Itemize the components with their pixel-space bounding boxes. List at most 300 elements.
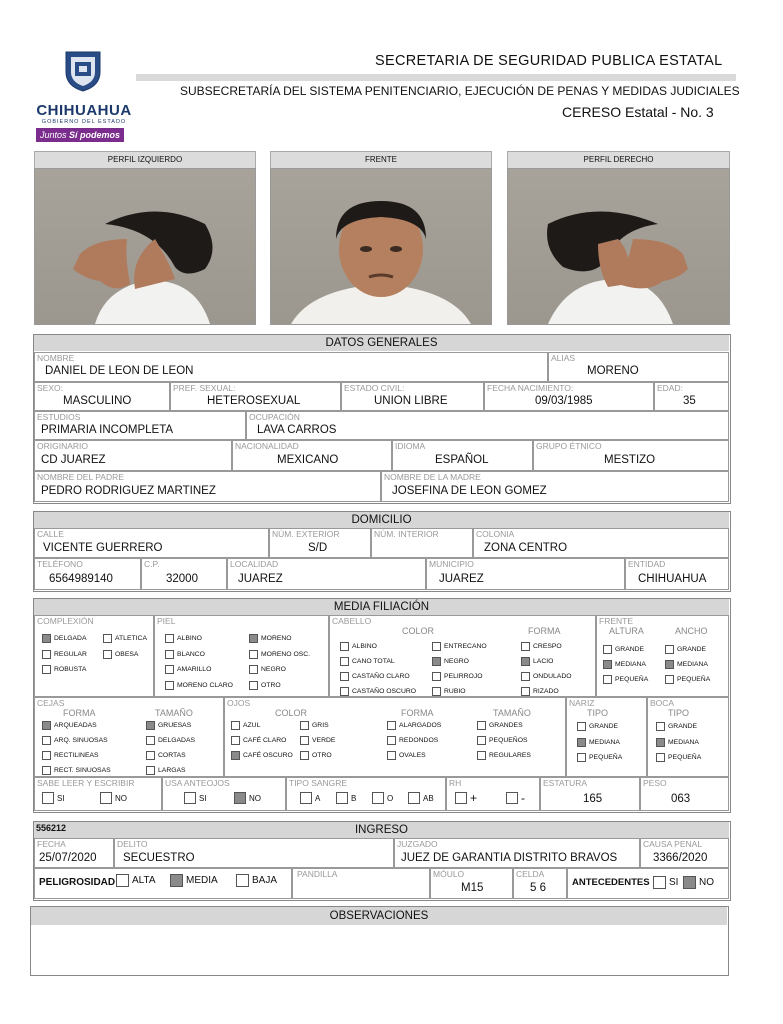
pelig-alta[interactable] xyxy=(116,874,156,887)
label-boca: BOCA xyxy=(650,698,675,708)
cabello-color-casta-o-oscuro-checkbox[interactable] xyxy=(340,687,349,696)
cabello-color-casta-o-claro-label: CASTAÑO CLARO xyxy=(352,673,410,680)
cejas-tamano-delgadas-label: DELGADAS xyxy=(158,737,196,744)
piel-otro-option[interactable] xyxy=(249,681,281,690)
label-celda: CELDA xyxy=(516,869,545,879)
label-ocupacion: OCUPACIÓN xyxy=(249,412,300,422)
photo-label-right: PERFIL DERECHO xyxy=(507,151,730,169)
label-nombre: NOMBRE xyxy=(37,353,75,363)
label-estado-civil: ESTADO CIVIL: xyxy=(344,383,405,393)
value-estatura: 165 xyxy=(583,793,603,805)
label-ojos-color: COLOR xyxy=(275,708,308,718)
value-peso: 063 xyxy=(671,793,691,805)
boca-peque-a-label: PEQUEÑA xyxy=(668,754,702,761)
frente-altura-grande-label: GRANDE xyxy=(615,646,645,653)
cabello-color-entrecano-label: ENTRECANO xyxy=(444,643,487,650)
boca-grande-label: GRANDE xyxy=(668,723,698,730)
label-complexion: COMPLEXIÓN xyxy=(37,616,94,626)
label-originario: ORIGINARIO xyxy=(37,441,89,451)
piel-amarillo-checkbox[interactable] xyxy=(165,665,174,674)
value-ocupacion: LAVA CARROS xyxy=(257,424,337,436)
piel-amarillo-option[interactable] xyxy=(165,665,211,674)
piel-albino-checkbox[interactable] xyxy=(165,634,174,643)
label-edad: EDAD: xyxy=(657,383,683,393)
sangre-o-checkbox[interactable] xyxy=(372,792,384,804)
section-title-ingreso xyxy=(34,822,729,838)
complexion-robusta-option[interactable] xyxy=(42,665,86,674)
label-cp: C.P. xyxy=(144,559,160,569)
cabello-color-rubio-checkbox[interactable] xyxy=(432,687,441,696)
leer-si-label: SI xyxy=(57,793,65,803)
rh-plus-checkbox[interactable] xyxy=(455,792,467,804)
group-frente xyxy=(596,615,729,697)
pelig-baja-label: BAJA xyxy=(252,875,278,886)
label-alias: ALIAS xyxy=(551,353,576,363)
tagline-part1: Juntos xyxy=(40,130,67,140)
nariz-grande-label: GRANDE xyxy=(589,723,619,730)
sangre-ab[interactable] xyxy=(408,792,434,804)
label-piel: PIEL xyxy=(157,616,176,626)
field-num-interior xyxy=(371,528,473,558)
rh-plus[interactable] xyxy=(455,791,477,805)
label-rh: RH xyxy=(449,778,462,788)
cabello-color-casta-o-claro-checkbox[interactable] xyxy=(340,672,349,681)
rh-plus-label: + xyxy=(470,791,478,805)
group-nariz xyxy=(566,697,647,777)
label-localidad: LOCALIDAD xyxy=(230,559,279,569)
label-entidad: ENTIDAD xyxy=(628,559,666,569)
cejas-forma-arqueadas-label: ARQUEADAS xyxy=(54,722,97,729)
cabello-color-casta-o-claro-option[interactable] xyxy=(340,672,410,681)
label-padre: NOMBRE DEL PADRE xyxy=(37,472,124,482)
piel-amarillo-label: AMARILLO xyxy=(177,666,212,673)
value-calle: VICENTE GUERRERO xyxy=(43,542,163,554)
field-padre xyxy=(34,471,381,502)
complexion-atletica-checkbox[interactable] xyxy=(103,634,112,643)
label-grupo-etnico: GRUPO ÉTNICO xyxy=(536,441,602,451)
anteojos-si-label: SI xyxy=(199,793,207,803)
sangre-b[interactable] xyxy=(336,792,356,804)
cabello-forma-rizado-checkbox[interactable] xyxy=(521,687,530,696)
label-delito: DELITO xyxy=(117,839,148,849)
ojos-color-azul-label: AZUL xyxy=(243,722,261,729)
label-pandilla: PANDILLA xyxy=(297,869,338,879)
cejas-tamano-gruesas-label: GRUESAS xyxy=(158,722,192,729)
frente-ancho-mediana-option[interactable] xyxy=(665,660,708,669)
value-causa-penal: 3366/2020 xyxy=(653,852,708,864)
cejas-forma-rectilineas-label: RECTILINEAS xyxy=(54,752,99,759)
tagline-part2: Sí podemos xyxy=(69,130,121,140)
piel-moreno-claro-label: MORENO CLARO xyxy=(177,682,233,689)
complexion-delgada-option[interactable] xyxy=(42,634,86,643)
label-nariz-tipo: TIPO xyxy=(587,708,609,718)
label-sexo: SEXO: xyxy=(37,383,63,393)
label-cejas-forma: FORMA xyxy=(63,708,96,718)
label-causa-penal: CAUSA PENAL xyxy=(643,839,703,849)
ojos-color-caf-oscuro-label: CAFÉ OSCURO xyxy=(243,752,293,759)
cabello-forma-crespo-option[interactable] xyxy=(521,642,562,651)
value-padre: PEDRO RODRIGUEZ MARTINEZ xyxy=(41,485,216,497)
sangre-a-checkbox[interactable] xyxy=(300,792,312,804)
value-celda: 5 6 xyxy=(530,882,546,894)
frente-altura-peque-a-label: PEQUEÑA xyxy=(615,676,649,683)
header-divider xyxy=(136,74,736,81)
field-ocupacion xyxy=(246,411,729,440)
value-municipio: JUAREZ xyxy=(439,573,484,585)
piel-albino-label: ALBINO xyxy=(177,635,202,642)
field-nacionalidad xyxy=(232,440,392,471)
cabello-color-cano-total-option[interactable] xyxy=(340,657,395,666)
section-title-media: MEDIA FILIACIÓN xyxy=(34,599,729,615)
value-grupo-etnico: MESTIZO xyxy=(604,454,656,466)
cejas-forma-rect-sinuosas-label: RECT. SINUOSAS xyxy=(54,767,111,774)
frente-altura-mediana-checkbox[interactable] xyxy=(603,660,612,669)
label-nacionalidad: NACIONALIDAD xyxy=(235,441,299,451)
label-ojos-tamano: TAMAÑO xyxy=(493,708,531,718)
label-ojos-forma: FORMA xyxy=(401,708,434,718)
cabello-color-pelirrojo-option[interactable] xyxy=(432,672,483,681)
leer-si[interactable] xyxy=(42,792,65,804)
ingreso-title-text: INGRESO xyxy=(354,824,409,836)
field-telefono xyxy=(34,558,141,590)
label-sabe-leer: SABE LEER Y ESCRIBIR xyxy=(37,778,135,788)
group-boca xyxy=(647,697,729,777)
complexion-regular-checkbox[interactable] xyxy=(42,650,51,659)
field-num-exterior xyxy=(269,528,371,558)
cabello-color-rubio-option[interactable] xyxy=(432,687,466,696)
value-juzgado: JUEZ DE GARANTIA DISTRITO BRAVOS xyxy=(401,852,618,864)
complexion-robusta-checkbox[interactable] xyxy=(42,665,51,674)
cabello-color-entrecano-checkbox[interactable] xyxy=(432,642,441,651)
cabello-color-rubio-label: RUBIO xyxy=(444,688,466,695)
value-telefono: 6564989140 xyxy=(49,573,113,585)
field-localidad xyxy=(227,558,426,590)
piel-moreno-osc-label: MORENO OSC. xyxy=(261,651,311,658)
field-originario xyxy=(34,440,232,471)
cabello-color-entrecano-option[interactable] xyxy=(432,642,487,651)
complexion-obesa-checkbox[interactable] xyxy=(103,650,112,659)
complexion-atletica-option[interactable] xyxy=(103,634,147,643)
value-pref-sexual: HETEROSEXUAL xyxy=(207,395,301,407)
label-calle: CALLE xyxy=(37,529,64,539)
field-celda xyxy=(513,868,567,899)
piel-moreno-option[interactable] xyxy=(249,634,292,643)
group-anteojos xyxy=(162,777,286,811)
label-antecedentes: ANTECEDENTES xyxy=(572,877,650,888)
pelig-media-checkbox[interactable] xyxy=(170,874,183,887)
state-logo xyxy=(34,46,134,150)
photo-left-profile xyxy=(34,168,256,325)
ingreso-id: 556212 xyxy=(36,823,67,833)
cabello-color-albino-checkbox[interactable] xyxy=(340,642,349,651)
frente-altura-peque-a-checkbox[interactable] xyxy=(603,675,612,684)
sangre-ab-checkbox[interactable] xyxy=(408,792,420,804)
sangre-o-label: O xyxy=(387,793,394,803)
group-cabello xyxy=(329,615,596,697)
piel-moreno-checkbox[interactable] xyxy=(249,634,258,643)
value-estado-civil: UNION LIBRE xyxy=(374,395,448,407)
section-title-observaciones: OBSERVACIONES xyxy=(31,907,727,925)
value-colonia: ZONA CENTRO xyxy=(484,542,568,554)
frente-ancho-mediana-label: MEDIANA xyxy=(677,661,708,668)
frente-ancho-peque-a-label: PEQUEÑA xyxy=(677,676,711,683)
field-peso xyxy=(640,777,729,811)
piel-otro-label: OTRO xyxy=(261,682,281,689)
pelig-alta-label: ALTA xyxy=(132,875,156,886)
complexion-atletica-label: ATLETICA xyxy=(115,635,147,642)
field-entidad xyxy=(625,558,729,590)
ojos-forma-redondos-label: REDONDOS xyxy=(399,737,439,744)
field-grupo-etnico xyxy=(533,440,729,471)
label-modulo: MÓULO xyxy=(433,869,465,879)
cabello-color-negro-checkbox[interactable] xyxy=(432,657,441,666)
cabello-color-negro-option[interactable] xyxy=(432,657,469,666)
label-boca-tipo: TIPO xyxy=(668,708,690,718)
complexion-robusta-label: ROBUSTA xyxy=(54,666,87,673)
cejas-tamano-largas-label: LARGAS xyxy=(158,767,186,774)
antec-si[interactable] xyxy=(653,876,678,889)
antec-no-label: NO xyxy=(699,877,714,888)
piel-otro-checkbox[interactable] xyxy=(249,681,258,690)
pelig-media[interactable] xyxy=(170,874,218,887)
label-num-interior: NÚM. INTERIOR xyxy=(374,529,439,539)
cabello-forma-lacio-option[interactable] xyxy=(521,657,553,666)
sangre-o[interactable] xyxy=(372,792,393,804)
value-estudios: PRIMARIA INCOMPLETA xyxy=(41,424,174,436)
header-title: SECRETARIA DE SEGURIDAD PUBLICA ESTATAL xyxy=(375,53,723,69)
photo-label-left: PERFIL IZQUIERDO xyxy=(34,151,256,169)
value-idioma: ESPAÑOL xyxy=(435,454,489,466)
anteojos-no-checkbox[interactable] xyxy=(234,792,246,804)
cejas-forma-arq-sinuosas-label: ARQ. SINUOSAS xyxy=(54,737,108,744)
anteojos-no-label: NO xyxy=(249,793,261,803)
label-municipio: MUNICIPIO xyxy=(429,559,474,569)
leer-no-checkbox[interactable] xyxy=(100,792,112,804)
label-cejas-tamano: TAMAÑO xyxy=(155,708,193,718)
leer-si-checkbox[interactable] xyxy=(42,792,54,804)
field-sexo xyxy=(34,382,170,411)
complexion-delgada-checkbox[interactable] xyxy=(42,634,51,643)
piel-blanco-option[interactable] xyxy=(165,650,205,659)
antec-no[interactable] xyxy=(683,876,714,889)
label-tipo-sangre: TIPO SANGRE xyxy=(289,778,348,788)
frente-altura-mediana-label: MEDIANA xyxy=(615,661,646,668)
value-originario: CD JUAREZ xyxy=(41,454,106,466)
complexion-obesa-option[interactable] xyxy=(103,650,138,659)
cabello-color-casta-o-oscuro-option[interactable] xyxy=(340,687,416,696)
cabello-forma-rizado-option[interactable] xyxy=(521,687,559,696)
field-alias xyxy=(548,352,729,382)
field-madre xyxy=(381,471,729,502)
label-cejas: CEJAS xyxy=(37,698,65,708)
group-cejas xyxy=(34,697,224,777)
label-anteojos: USA ANTEOJOS xyxy=(165,778,230,788)
value-cp: 32000 xyxy=(166,573,198,585)
pelig-baja[interactable] xyxy=(236,874,277,887)
field-estatura xyxy=(540,777,640,811)
rh-minus-checkbox[interactable] xyxy=(506,792,518,804)
label-nariz: NARIZ xyxy=(569,698,595,708)
piel-moreno-osc-checkbox[interactable] xyxy=(249,650,258,659)
label-num-exterior: NÚM. EXTERIOR xyxy=(272,529,340,539)
field-municipio xyxy=(426,558,625,590)
value-edad: 35 xyxy=(683,395,696,407)
logo-tagline xyxy=(36,128,124,142)
rh-minus-label: - xyxy=(521,791,525,805)
ojos-color-otro-label: OTRO xyxy=(312,752,332,759)
value-fecha-ingreso: 25/07/2020 xyxy=(39,852,97,864)
ojos-forma-ovales-label: OVALES xyxy=(399,752,426,759)
section-title-domicilio: DOMICILIO xyxy=(34,512,729,528)
cabello-forma-lacio-label: LACIO xyxy=(533,658,554,665)
nariz-mediana-label: MEDIANA xyxy=(589,739,620,746)
complexion-regular-option[interactable] xyxy=(42,650,87,659)
field-estudios xyxy=(34,411,246,440)
label-fecha-nacimiento: FECHA NACIMIENTO: xyxy=(487,383,574,393)
field-causa-penal xyxy=(640,838,729,868)
cejas-tamano-cortas-label: CORTAS xyxy=(158,752,186,759)
label-ancho: ANCHO xyxy=(675,626,708,636)
cabello-forma-ondulado-checkbox[interactable] xyxy=(521,672,530,681)
cabello-forma-ondulado-label: ONDULADO xyxy=(533,673,572,680)
label-cabello: CABELLO xyxy=(332,616,372,626)
piel-moreno-label: MORENO xyxy=(261,635,292,642)
piel-moreno-claro-checkbox[interactable] xyxy=(165,681,174,690)
boca-mediana-label: MEDIANA xyxy=(668,739,699,746)
value-madre: JOSEFINA DE LEON GOMEZ xyxy=(392,485,547,497)
piel-blanco-label: BLANCO xyxy=(177,651,205,658)
rh-minus[interactable] xyxy=(506,791,525,805)
label-idioma: IDIOMA xyxy=(395,441,426,451)
cabello-forma-crespo-checkbox[interactable] xyxy=(521,642,530,651)
field-edad xyxy=(654,382,729,411)
shield-icon xyxy=(62,48,104,92)
ojos-forma-alargados-label: ALARGADOS xyxy=(399,722,442,729)
sangre-a[interactable] xyxy=(300,792,320,804)
label-juzgado: JUZGADO xyxy=(397,839,438,849)
ojos-tamano-peque-os-label: PEQUEÑOS xyxy=(489,737,528,744)
frente-ancho-grande-checkbox[interactable] xyxy=(665,645,674,654)
ojos-color-verde-label: VERDE xyxy=(312,737,336,744)
ojos-tamano-grandes-label: GRANDES xyxy=(489,722,523,729)
leer-no-label: NO xyxy=(115,793,127,803)
pelig-baja-checkbox[interactable] xyxy=(236,874,249,887)
value-nacionalidad: MEXICANO xyxy=(277,454,339,466)
value-fecha-nacimiento: 09/03/1985 xyxy=(535,395,593,407)
label-fecha-ingreso: FECHA xyxy=(37,839,66,849)
value-alias: MORENO xyxy=(587,365,639,377)
field-modulo xyxy=(430,868,513,899)
field-cp xyxy=(141,558,227,590)
ojos-color-caf-claro-label: CAFÉ CLARO xyxy=(243,737,287,744)
piel-moreno-claro-option[interactable] xyxy=(165,681,233,690)
sangre-ab-label: AB xyxy=(423,793,434,803)
sangre-b-label: B xyxy=(351,793,357,803)
cabello-color-pelirrojo-checkbox[interactable] xyxy=(432,672,441,681)
label-peligrosidad: PELIGROSIDAD xyxy=(39,877,116,888)
field-estado-civil xyxy=(341,382,484,411)
frente-altura-grande-option[interactable] xyxy=(603,645,644,654)
group-ojos xyxy=(224,697,566,777)
header-subtitle: SUBSECRETARÍA DEL SISTEMA PENITENCIARIO, EJECUCIÓN DE PENAS Y MEDIDAS JUDICIALES xyxy=(180,84,740,98)
photo-right-profile xyxy=(507,168,730,325)
field-pandilla xyxy=(292,868,430,899)
ojos-tamano-regulares-label: REGULARES xyxy=(489,752,531,759)
leer-no[interactable] xyxy=(100,792,127,804)
piel-negro-label: NEGRO xyxy=(261,666,286,673)
photo-front xyxy=(270,168,492,325)
sangre-b-checkbox[interactable] xyxy=(336,792,348,804)
field-fecha-nacimiento xyxy=(484,382,654,411)
frente-ancho-peque-a-checkbox[interactable] xyxy=(665,675,674,684)
label-cabello-color: COLOR xyxy=(402,626,435,636)
cabello-color-albino-option[interactable] xyxy=(340,642,377,651)
label-cabello-forma: FORMA xyxy=(528,626,561,636)
label-estudios: ESTUDIOS xyxy=(37,412,81,422)
cabello-forma-lacio-checkbox[interactable] xyxy=(521,657,530,666)
label-pref-sexual: PREF. SEXUAL: xyxy=(173,383,236,393)
anteojos-no[interactable] xyxy=(234,792,261,804)
piel-blanco-checkbox[interactable] xyxy=(165,650,174,659)
field-delito xyxy=(114,838,394,868)
cabello-color-casta-o-oscuro-label: CASTAÑO OSCURO xyxy=(352,688,417,695)
frente-ancho-grande-label: GRANDE xyxy=(677,646,707,653)
cabello-color-cano-total-checkbox[interactable] xyxy=(340,657,349,666)
frente-altura-peque-a-option[interactable] xyxy=(603,675,648,684)
cabello-forma-rizado-label: RIZADO xyxy=(533,688,559,695)
pelig-media-label: MEDIA xyxy=(186,875,218,886)
piel-negro-checkbox[interactable] xyxy=(249,665,258,674)
piel-moreno-osc-option[interactable] xyxy=(249,650,310,659)
label-colonia: COLONIA xyxy=(476,529,515,539)
sangre-a-label: A xyxy=(315,793,321,803)
antec-no-checkbox[interactable] xyxy=(683,876,696,889)
label-madre: NOMBRE DE LA MADRE xyxy=(384,472,481,482)
anteojos-si-checkbox[interactable] xyxy=(184,792,196,804)
frente-ancho-peque-a-option[interactable] xyxy=(665,675,710,684)
nariz-peque-a-label: PEQUEÑA xyxy=(589,754,623,761)
antec-si-checkbox[interactable] xyxy=(653,876,666,889)
pelig-alta-checkbox[interactable] xyxy=(116,874,129,887)
frente-ancho-mediana-checkbox[interactable] xyxy=(665,660,674,669)
piel-albino-option[interactable] xyxy=(165,634,202,643)
piel-negro-option[interactable] xyxy=(249,665,286,674)
frente-altura-mediana-option[interactable] xyxy=(603,660,646,669)
ojos-color-gris-label: GRIS xyxy=(312,722,329,729)
label-peso: PESO xyxy=(643,778,667,788)
cabello-color-cano-total-label: CANO TOTAL xyxy=(352,658,395,665)
anteojos-si[interactable] xyxy=(184,792,207,804)
field-nombre xyxy=(34,352,548,382)
value-entidad: CHIHUAHUA xyxy=(638,573,707,585)
value-delito: SECUESTRO xyxy=(123,852,195,864)
frente-altura-grande-checkbox[interactable] xyxy=(603,645,612,654)
frente-ancho-grande-option[interactable] xyxy=(665,645,706,654)
field-juzgado xyxy=(394,838,640,868)
label-ojos: OJOS xyxy=(227,698,251,708)
complexion-regular-label: REGULAR xyxy=(54,651,87,658)
cabello-forma-ondulado-option[interactable] xyxy=(521,672,572,681)
cabello-color-negro-label: NEGRO xyxy=(444,658,469,665)
value-modulo: M15 xyxy=(461,882,484,894)
cabello-forma-crespo-label: CRESPO xyxy=(533,643,562,650)
logo-subtitle: GOBIERNO DEL ESTADO xyxy=(41,119,127,125)
complexion-obesa-label: OBESA xyxy=(115,651,139,658)
field-idioma xyxy=(392,440,533,471)
value-localidad: JUAREZ xyxy=(238,573,283,585)
complexion-delgada-label: DELGADA xyxy=(54,635,87,642)
value-sexo: MASCULINO xyxy=(63,395,132,407)
